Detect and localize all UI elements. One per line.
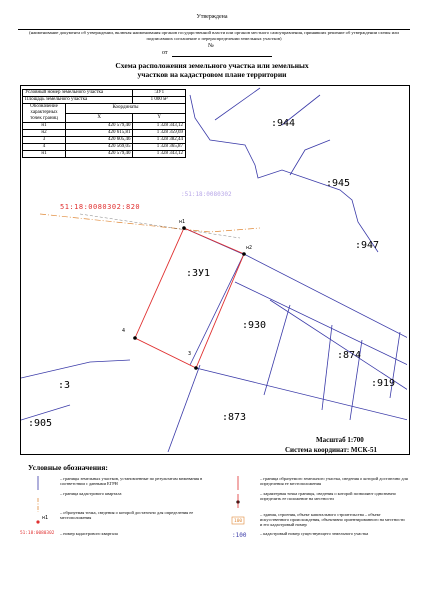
table-row bbox=[23, 90, 186, 97]
pt-label-n2: н2 bbox=[246, 245, 253, 251]
row-x: 420 605,46 bbox=[66, 137, 133, 144]
legend-sample-point: н1 bbox=[42, 515, 49, 521]
legend-item-formed-boundary: – граница образуемого земельного участка, сведения о которой достаточно для определения ее местоположения bbox=[260, 476, 408, 487]
legend-item-existing-parcel: – кадастровый номер существующего земельного участка bbox=[260, 531, 369, 536]
col-coords: Координаты bbox=[66, 104, 186, 114]
pt-label-n1: н1 bbox=[179, 219, 186, 225]
parcel-947: :947 bbox=[355, 240, 380, 251]
area-unit: м² bbox=[163, 97, 168, 102]
legend-sample-block: 51:18:0080302 bbox=[20, 531, 55, 536]
block-number-red: 51:18:0080302:820 bbox=[60, 203, 141, 211]
from-label: от bbox=[162, 50, 168, 56]
parcel-874: :874 bbox=[337, 350, 362, 361]
coord-system-label: Система координат: МСК-51 bbox=[285, 446, 377, 454]
title-line-1: Схема расположения земельного участка или земельных bbox=[115, 61, 309, 70]
table-row bbox=[23, 123, 186, 130]
row-point: н1 bbox=[23, 151, 66, 158]
legend-item-block-number: – номер кадастрового квартала bbox=[60, 531, 118, 536]
row-x: 420 579,40 bbox=[66, 151, 133, 158]
row-x: 420 569,05 bbox=[66, 144, 133, 151]
parcel-873: :873 bbox=[222, 412, 247, 423]
parcel-930: :930 bbox=[242, 320, 267, 331]
legend-item-formed-point: – образуемая точка, сведения о которой достаточно для определения ее местоположения bbox=[60, 510, 194, 521]
row-x: 420 615,81 bbox=[66, 130, 133, 137]
legend-item-parcel-boundary: – границы земельных участков, установленные по результатам межевания в соответствии с данными ЕГРН bbox=[60, 476, 203, 487]
table-row bbox=[23, 144, 186, 151]
legend-item-char-point: – характерная точка границы, сведения о которой позволяют однозначно определить ее положение на местности bbox=[260, 491, 396, 502]
col-y: Y bbox=[133, 113, 186, 123]
row-x: 420 579,40 bbox=[66, 123, 133, 130]
cond-label: Условный номер земельного участка bbox=[23, 90, 133, 97]
table-row bbox=[23, 97, 186, 104]
point-3 bbox=[194, 366, 198, 370]
parcel-905: :905 bbox=[28, 418, 53, 429]
date-line bbox=[172, 56, 272, 57]
title-line-2: участков на кадастровом плане территории bbox=[137, 70, 287, 79]
legend-title: Условные обозначения: bbox=[28, 463, 108, 472]
row-y: 1 328 343,12 bbox=[133, 151, 186, 158]
parcel-945: :945 bbox=[326, 178, 351, 189]
area-label: Площадь земельного участка bbox=[23, 97, 133, 104]
table-row bbox=[23, 130, 186, 137]
row-point: н1 bbox=[23, 123, 66, 130]
table-header-row bbox=[23, 104, 186, 114]
row-y: 1 328 359,69 bbox=[133, 130, 186, 137]
row-point: 3 bbox=[23, 137, 66, 144]
block-number-lilac: :51:18:0080302 bbox=[181, 191, 232, 198]
pt-label-3: 3 bbox=[188, 351, 192, 357]
authority-caption: (наименование документа об утверждении, включая наименования органов государственной власти или органов местного самоуправления, принявших решение об утверждении схемы или подписавших соглашение о перераспределении земельных участков) bbox=[29, 30, 399, 41]
area-cell bbox=[133, 97, 186, 104]
area-value: 1 000 bbox=[150, 97, 162, 102]
col-x: X bbox=[66, 113, 133, 123]
number-label: № bbox=[208, 43, 214, 49]
legend-item-building: – здания, строения, объект капитального строительства – объект искусственного происхождения, объективно ориентированного на местности и его кадастровый номер bbox=[260, 512, 405, 528]
approved-label: Утверждена bbox=[196, 14, 228, 20]
parcel-zu1: :ЗУ1 bbox=[186, 268, 211, 279]
parcel-944: :944 bbox=[271, 118, 296, 129]
page-title bbox=[90, 61, 334, 79]
row-point: 4 bbox=[23, 144, 66, 151]
row-point: н2 bbox=[23, 130, 66, 137]
point-4 bbox=[133, 336, 137, 340]
table-row bbox=[23, 137, 186, 144]
scale-label: Масштаб 1:700 bbox=[316, 436, 364, 444]
point-n2 bbox=[242, 252, 246, 256]
legend-sample-building: 100 bbox=[234, 519, 243, 524]
legend-sample-parcel: :100 bbox=[232, 532, 247, 539]
row-y: 1 328 343,12 bbox=[133, 123, 186, 130]
parcel-3: :3 bbox=[58, 380, 71, 391]
cond-value: :ЗУ1 bbox=[133, 90, 186, 97]
point-n1 bbox=[182, 226, 186, 230]
row-y: 1 328 382,44 bbox=[133, 137, 186, 144]
pt-label-4: 4 bbox=[122, 328, 126, 334]
table-row bbox=[23, 151, 186, 158]
row-y: 1 328 365,87 bbox=[133, 144, 186, 151]
legend-item-block-boundary: – граница кадастрового квартала bbox=[60, 491, 122, 496]
col-point: Обозначение характерных точек границ bbox=[23, 104, 66, 123]
parcel-919: :919 bbox=[371, 378, 396, 389]
coordinates-table bbox=[22, 89, 186, 158]
